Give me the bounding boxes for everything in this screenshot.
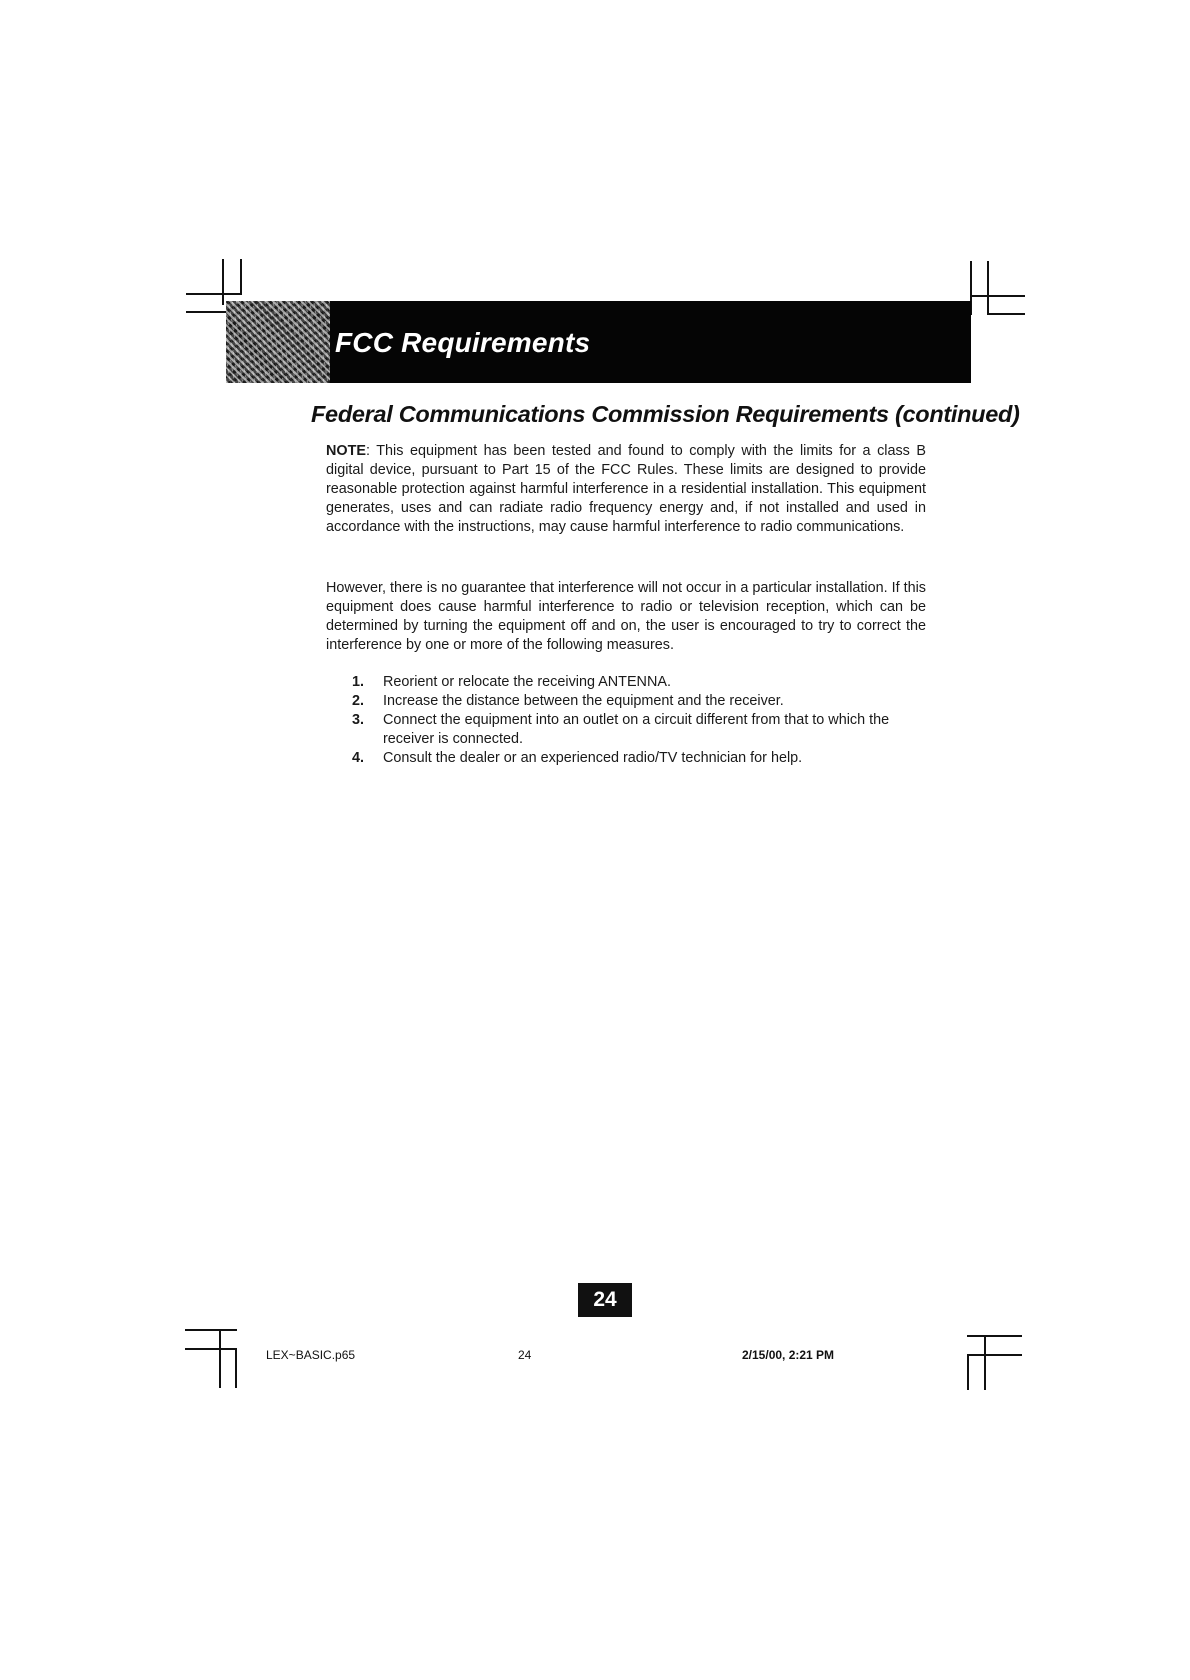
crop-mark-bottom-left-vertical-1 xyxy=(219,1331,221,1388)
banner-title: FCC Requirements xyxy=(335,327,591,358)
crop-mark-top-left-vertical-1 xyxy=(222,259,224,305)
crop-mark-bottom-right-vertical-1 xyxy=(967,1354,969,1390)
crop-mark-bottom-right-horizontal xyxy=(967,1335,1022,1337)
measures-list xyxy=(352,673,926,768)
crop-mark-bottom-right-vertical-2 xyxy=(984,1335,986,1390)
crop-mark-top-left-vertical-2 xyxy=(240,259,242,295)
note-paragraph xyxy=(326,442,926,537)
interference-paragraph: However, there is no guarantee that interference will not occur in a particular installation. If this equipment does cause harmful interference to radio or television reception, which can be determined by turning the equipment off and on, the user is encouraged to try to correct the interference by one or more of the following measures. xyxy=(326,580,926,653)
crop-mark-top-right-horizontal-2 xyxy=(987,313,1025,315)
crop-mark-bottom-right-horizontal-2 xyxy=(967,1354,1022,1356)
list-item xyxy=(352,692,926,711)
crop-mark-bottom-left-horizontal-2 xyxy=(185,1348,237,1350)
crop-mark-bottom-left-horizontal xyxy=(185,1329,237,1331)
list-item-text: Consult the dealer or an experienced radio/TV technician for help. xyxy=(383,750,803,766)
list-item xyxy=(352,673,926,692)
banner-pattern-graphic xyxy=(226,301,330,383)
footer-page: 24 xyxy=(518,1348,532,1362)
list-item xyxy=(352,711,926,749)
crop-mark-bottom-left-vertical-2 xyxy=(235,1348,237,1388)
list-item-number: 2. xyxy=(352,693,365,709)
note-text: : This equipment has been tested and found to comply with the limits for a class B digital device, pursuant to Part 15 of the FCC Rules. These limits are designed to provide reasonable protection against harmful interference in a residential installation. This equipment generates, uses and can radiate radio frequency energy and, if not installed and used in accordance with the instructions, may cause harmful interference to radio communications. xyxy=(326,443,926,535)
note-label: NOTE xyxy=(326,443,366,459)
list-item-text: Increase the distance between the equipment and the receiver. xyxy=(383,693,784,709)
list-item-number: 1. xyxy=(352,674,365,690)
crop-mark-top-left-horizontal xyxy=(186,293,242,295)
list-item xyxy=(352,749,926,768)
footer-filename: LEX~BASIC.p65 xyxy=(266,1348,356,1362)
list-item-number: 4. xyxy=(352,750,365,766)
section-title: Federal Communications Commission Requirements (continued) xyxy=(311,401,1020,427)
list-item-text: Connect the equipment into an outlet on a circuit different from that to which the receiver is connected. xyxy=(383,712,890,747)
page-number-box: 24 xyxy=(578,1283,632,1317)
header-banner xyxy=(226,301,971,383)
list-item-number: 3. xyxy=(352,712,365,728)
crop-mark-top-right-vertical-2 xyxy=(987,261,989,315)
list-item-text: Reorient or relocate the receiving ANTENNA. xyxy=(383,674,671,690)
footer-timestamp: 2/15/00, 2:21 PM xyxy=(742,1348,835,1362)
crop-mark-top-right-horizontal xyxy=(970,295,1025,297)
crop-mark-top-left-horizontal-2 xyxy=(186,311,226,313)
